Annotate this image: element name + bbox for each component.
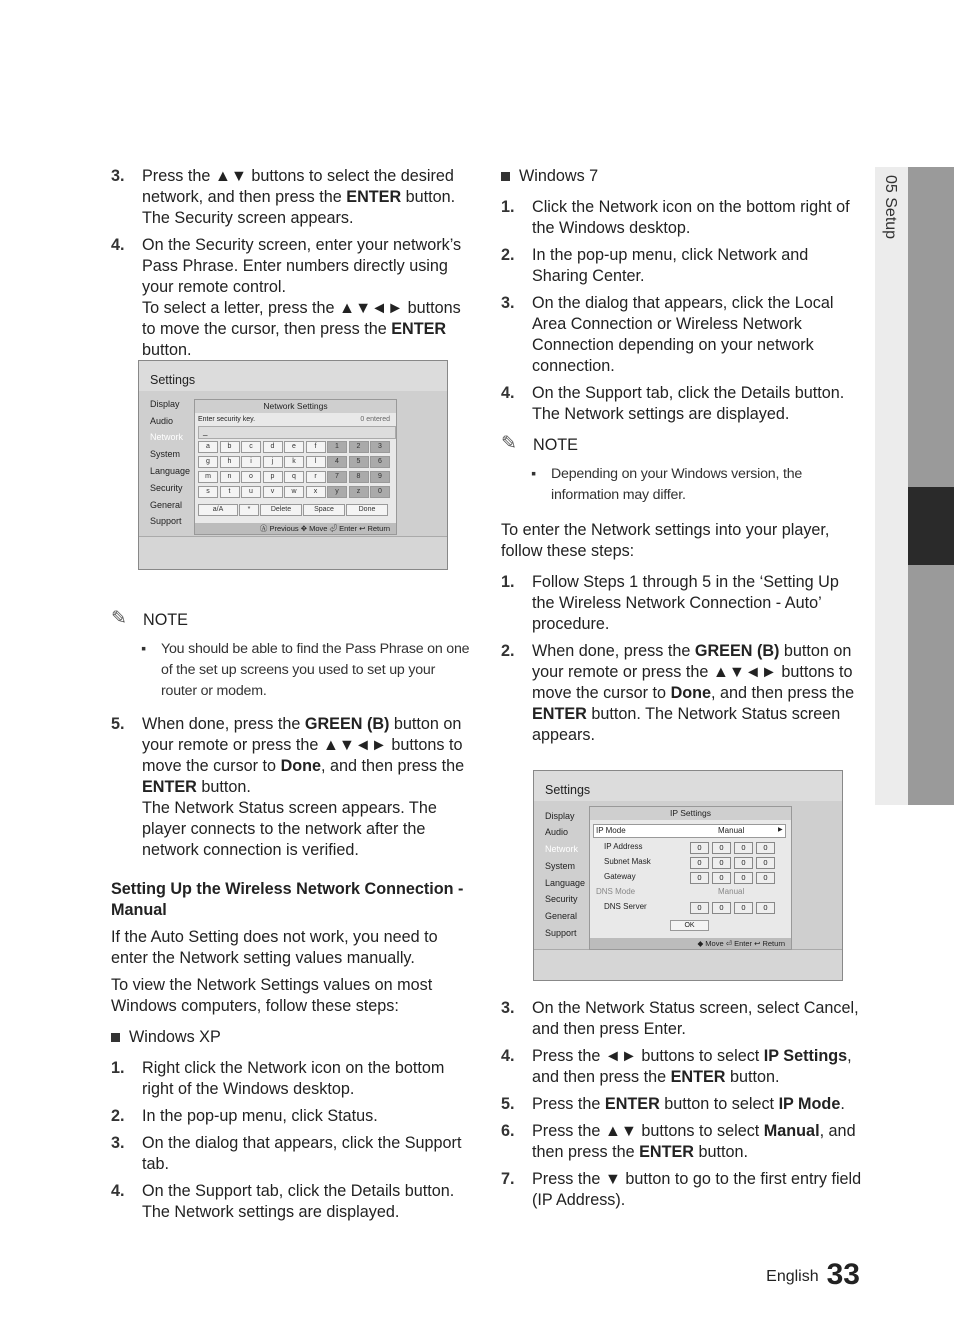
page-footer xyxy=(766,1258,860,1292)
octet-field[interactable]: 0 xyxy=(734,857,753,869)
menu-item: System xyxy=(150,449,181,459)
octet-field[interactable]: 0 xyxy=(712,872,731,884)
step-5: 5. When done, press the GREEN (B) button on your remote or press the ▲▼◄► buttons to move the cursor to Done, and then press the ENTER button. The Network Status screen appears. The player connects to the network after the network connection is verified. xyxy=(111,715,465,859)
keyboard-key[interactable]: 0 xyxy=(370,486,390,498)
menu-item: Language xyxy=(545,878,586,888)
dialog-footer: ◆ Move ⏎ Enter ↩ Return xyxy=(590,938,791,949)
w7-step: 4. On the Support tab, click the Details button. The Network settings are displayed. xyxy=(501,384,845,423)
keyboard-key[interactable]: 9 xyxy=(370,471,390,483)
paragraph: To enter the Network settings into your player, follow these steps: xyxy=(501,521,830,560)
paragraph: If the Auto Setting does not work, you need to enter the Network setting values manually. xyxy=(111,928,438,967)
step-3: 3. On the Network Status screen, select Cancel, and then press Enter. xyxy=(501,999,859,1038)
screen-title: Settings xyxy=(150,373,196,387)
keyboard-key[interactable]: p xyxy=(263,471,283,483)
chapter-bar-active xyxy=(908,487,954,565)
pencil-icon: ✎ xyxy=(501,433,517,454)
chapter-bar xyxy=(908,167,954,805)
menu-item: Display xyxy=(545,811,575,821)
octet-field[interactable]: 0 xyxy=(690,872,709,884)
network-settings-screen xyxy=(138,360,448,570)
keyboard-key[interactable]: r xyxy=(306,471,326,483)
dialog-footer: Ⓐ Previous ✥ Move ⏎ Enter ↩ Return xyxy=(195,523,396,534)
menu-item: Support xyxy=(545,928,577,938)
xp-step: 3. On the dialog that appears, click the Support tab. xyxy=(111,1134,462,1173)
note-item: ▪ Depending on your Windows version, the information may differ. xyxy=(531,466,803,503)
left-column xyxy=(111,166,473,367)
step-6: 6. Press the ▲▼ buttons to select Manual, and then press the ENTER button. xyxy=(501,1122,856,1161)
octet-field[interactable]: 0 xyxy=(756,872,775,884)
footer-language: English xyxy=(766,1268,819,1285)
octet-field[interactable]: 0 xyxy=(712,842,731,854)
ok-button[interactable]: OK xyxy=(670,920,709,931)
octet-field[interactable]: 0 xyxy=(756,842,775,854)
menu-item: Security xyxy=(150,483,183,493)
menu-item: Support xyxy=(150,516,182,526)
step-1: 1. Follow Steps 1 through 5 in the ‘Setting Up the Wireless Network Connection - Auto’ procedure. xyxy=(501,573,839,633)
windows-xp-heading: Windows XP xyxy=(111,1027,473,1048)
note-item: ▪ You should be able to find the Pass Phrase on one of the set up screens you used to set up your router or modem. xyxy=(141,641,470,699)
octet-field[interactable]: 0 xyxy=(756,902,775,914)
keyboard-key[interactable]: 6 xyxy=(370,456,390,468)
octet-field[interactable]: 0 xyxy=(690,857,709,869)
menu-item: Security xyxy=(545,894,578,904)
keyboard-key[interactable]: n xyxy=(220,471,240,483)
keyboard-key[interactable]: c xyxy=(241,441,261,453)
keyboard-key[interactable]: k xyxy=(284,456,304,468)
menu-item: Language xyxy=(150,466,191,476)
section-tab xyxy=(875,167,908,805)
xp-step: 2. In the pop-up menu, click Status. xyxy=(111,1107,378,1125)
keyboard-key[interactable]: u xyxy=(241,486,261,498)
paragraph: To view the Network Settings values on most Windows computers, follow these steps: xyxy=(111,976,433,1015)
menu-item: General xyxy=(545,911,578,921)
octet-field[interactable]: 0 xyxy=(734,902,753,914)
keyboard-dialog: Network Settings Enter security key. 0 entered _ a b c d e f 1 2 3 g h i j k l 4 5 6 m n o p q r 7 8 9 s t u v w x y z 0 a/A * Delete Space Done Ⓐ Previous ✥ Move ⏎ Enter ↩ Return xyxy=(194,399,397,535)
keyboard-key[interactable]: * xyxy=(239,504,259,516)
dialog-title: Network Settings xyxy=(195,400,396,413)
octet-field[interactable]: 0 xyxy=(756,857,775,869)
w7-step: 3. On the dialog that appears, click the Local Area Connection or Wireless Network Connection depending on your network connection. xyxy=(501,294,834,375)
menu-item: Audio xyxy=(150,416,174,426)
key-input: _ xyxy=(198,426,396,439)
keyboard-key[interactable]: 3 xyxy=(370,441,390,453)
page-number: 33 xyxy=(826,1258,860,1291)
keyboard-key[interactable]: 5 xyxy=(349,456,369,468)
octet-field[interactable]: 0 xyxy=(690,902,709,914)
section-heading: Setting Up the Wireless Network Connection - Manual xyxy=(111,880,464,919)
keyboard-key[interactable]: f xyxy=(306,441,326,453)
left-column-2 xyxy=(111,600,473,1229)
keyboard-key[interactable]: i xyxy=(241,456,261,468)
ip-dialog: IP Settings IP Mode Manual ▶ IP Address Subnet Mask Gateway DNS Mode Manual DNS Server 0 0 0 0 0 0 0 0 0 0 0 0 0 0 0 0 OK ◆ Move ⏎ Enter ↩ Return xyxy=(589,806,792,950)
octet-field[interactable]: 0 xyxy=(712,857,731,869)
menu-item: General xyxy=(150,500,183,510)
step-3: 3. Press the ▲▼ buttons to select the desired network, and then press the ENTER button. The Security screen appears. xyxy=(111,167,456,227)
keyboard-key[interactable]: w xyxy=(284,486,304,498)
menu-item-selected: Network xyxy=(545,844,579,854)
screen-title: Settings xyxy=(545,783,591,797)
keyboard-key[interactable]: m xyxy=(198,471,218,483)
dialog-title: IP Settings xyxy=(590,807,791,820)
windows-7-heading: Windows 7 xyxy=(501,166,863,187)
chevron-right-icon: ▶ xyxy=(778,827,783,833)
note-heading: ✎ NOTE xyxy=(111,608,188,629)
keyboard-key[interactable]: v xyxy=(263,486,283,498)
note-heading: ✎ NOTE xyxy=(501,433,578,454)
keyboard-key[interactable]: z xyxy=(349,486,369,498)
right-column-2 xyxy=(501,998,863,1217)
step-4: 4. Press the ◄► buttons to select IP Settings, and then press the ENTER button. xyxy=(501,1047,852,1086)
keyboard-key[interactable]: a xyxy=(198,441,218,453)
keyboard-key[interactable]: s xyxy=(198,486,218,498)
keyboard-key[interactable]: b xyxy=(220,441,240,453)
w7-step: 2. In the pop-up menu, click Network and Sharing Center. xyxy=(501,246,809,285)
keyboard-key[interactable]: e xyxy=(284,441,304,453)
keyboard-key[interactable]: d xyxy=(263,441,283,453)
step-5: 5. Press the ENTER button to select IP Mode. xyxy=(501,1095,845,1113)
step-4: 4. On the Security screen, enter your network’s Pass Phrase. Enter numbers directly using your remote control. To select a letter, press the ▲▼◄► buttons to move the cursor, then press the ENTER button. xyxy=(111,236,462,359)
menu-item: System xyxy=(545,861,576,871)
keyboard-key[interactable]: Delete xyxy=(260,504,302,516)
octet-field[interactable]: 0 xyxy=(734,872,753,884)
keyboard-key[interactable]: 7 xyxy=(327,471,347,483)
menu-item: Display xyxy=(150,399,180,409)
keyboard-key[interactable]: j xyxy=(263,456,283,468)
keyboard-key[interactable]: y xyxy=(327,486,347,498)
keyboard-key[interactable]: a/A xyxy=(198,504,238,516)
octet-field[interactable]: 0 xyxy=(712,902,731,914)
keyboard-key[interactable]: 2 xyxy=(349,441,369,453)
w7-step: 1. Click the Network icon on the bottom right of the Windows desktop. xyxy=(501,198,850,237)
menu-item: Audio xyxy=(545,827,569,837)
keyboard-key[interactable]: t xyxy=(220,486,240,498)
right-column xyxy=(501,166,863,752)
keyboard-key[interactable]: 1 xyxy=(327,441,347,453)
xp-step: 4. On the Support tab, click the Details button. The Network settings are displayed. xyxy=(111,1182,455,1221)
menu-item-selected: Network xyxy=(150,432,184,442)
xp-step: 1. Right click the Network icon on the bottom right of the Windows desktop. xyxy=(111,1059,445,1098)
octet-field[interactable]: 0 xyxy=(690,842,709,854)
step-7: 7. Press the ▼ button to go to the first entry field (IP Address). xyxy=(501,1170,862,1209)
keyboard-key[interactable]: Space xyxy=(303,504,345,516)
step-2: 2. When done, press the GREEN (B) button on your remote or press the ▲▼◄► buttons to move the cursor to Done, and then press the ENTER button. The Network Status screen appears. xyxy=(501,642,855,744)
keyboard-key[interactable]: l xyxy=(306,456,326,468)
keyboard-key[interactable]: h xyxy=(220,456,240,468)
keyboard-key[interactable]: g xyxy=(198,456,218,468)
keyboard-key[interactable]: 4 xyxy=(327,456,347,468)
section-label: 05 Setup xyxy=(882,175,899,240)
keyboard-key[interactable]: x xyxy=(306,486,326,498)
keyboard-key[interactable]: 8 xyxy=(349,471,369,483)
octet-field[interactable]: 0 xyxy=(734,842,753,854)
keyboard-key[interactable]: q xyxy=(284,471,304,483)
keyboard-key[interactable]: Done xyxy=(346,504,388,516)
pencil-icon: ✎ xyxy=(111,608,127,629)
keyboard-key[interactable]: o xyxy=(241,471,261,483)
ip-settings-screen xyxy=(533,770,843,981)
